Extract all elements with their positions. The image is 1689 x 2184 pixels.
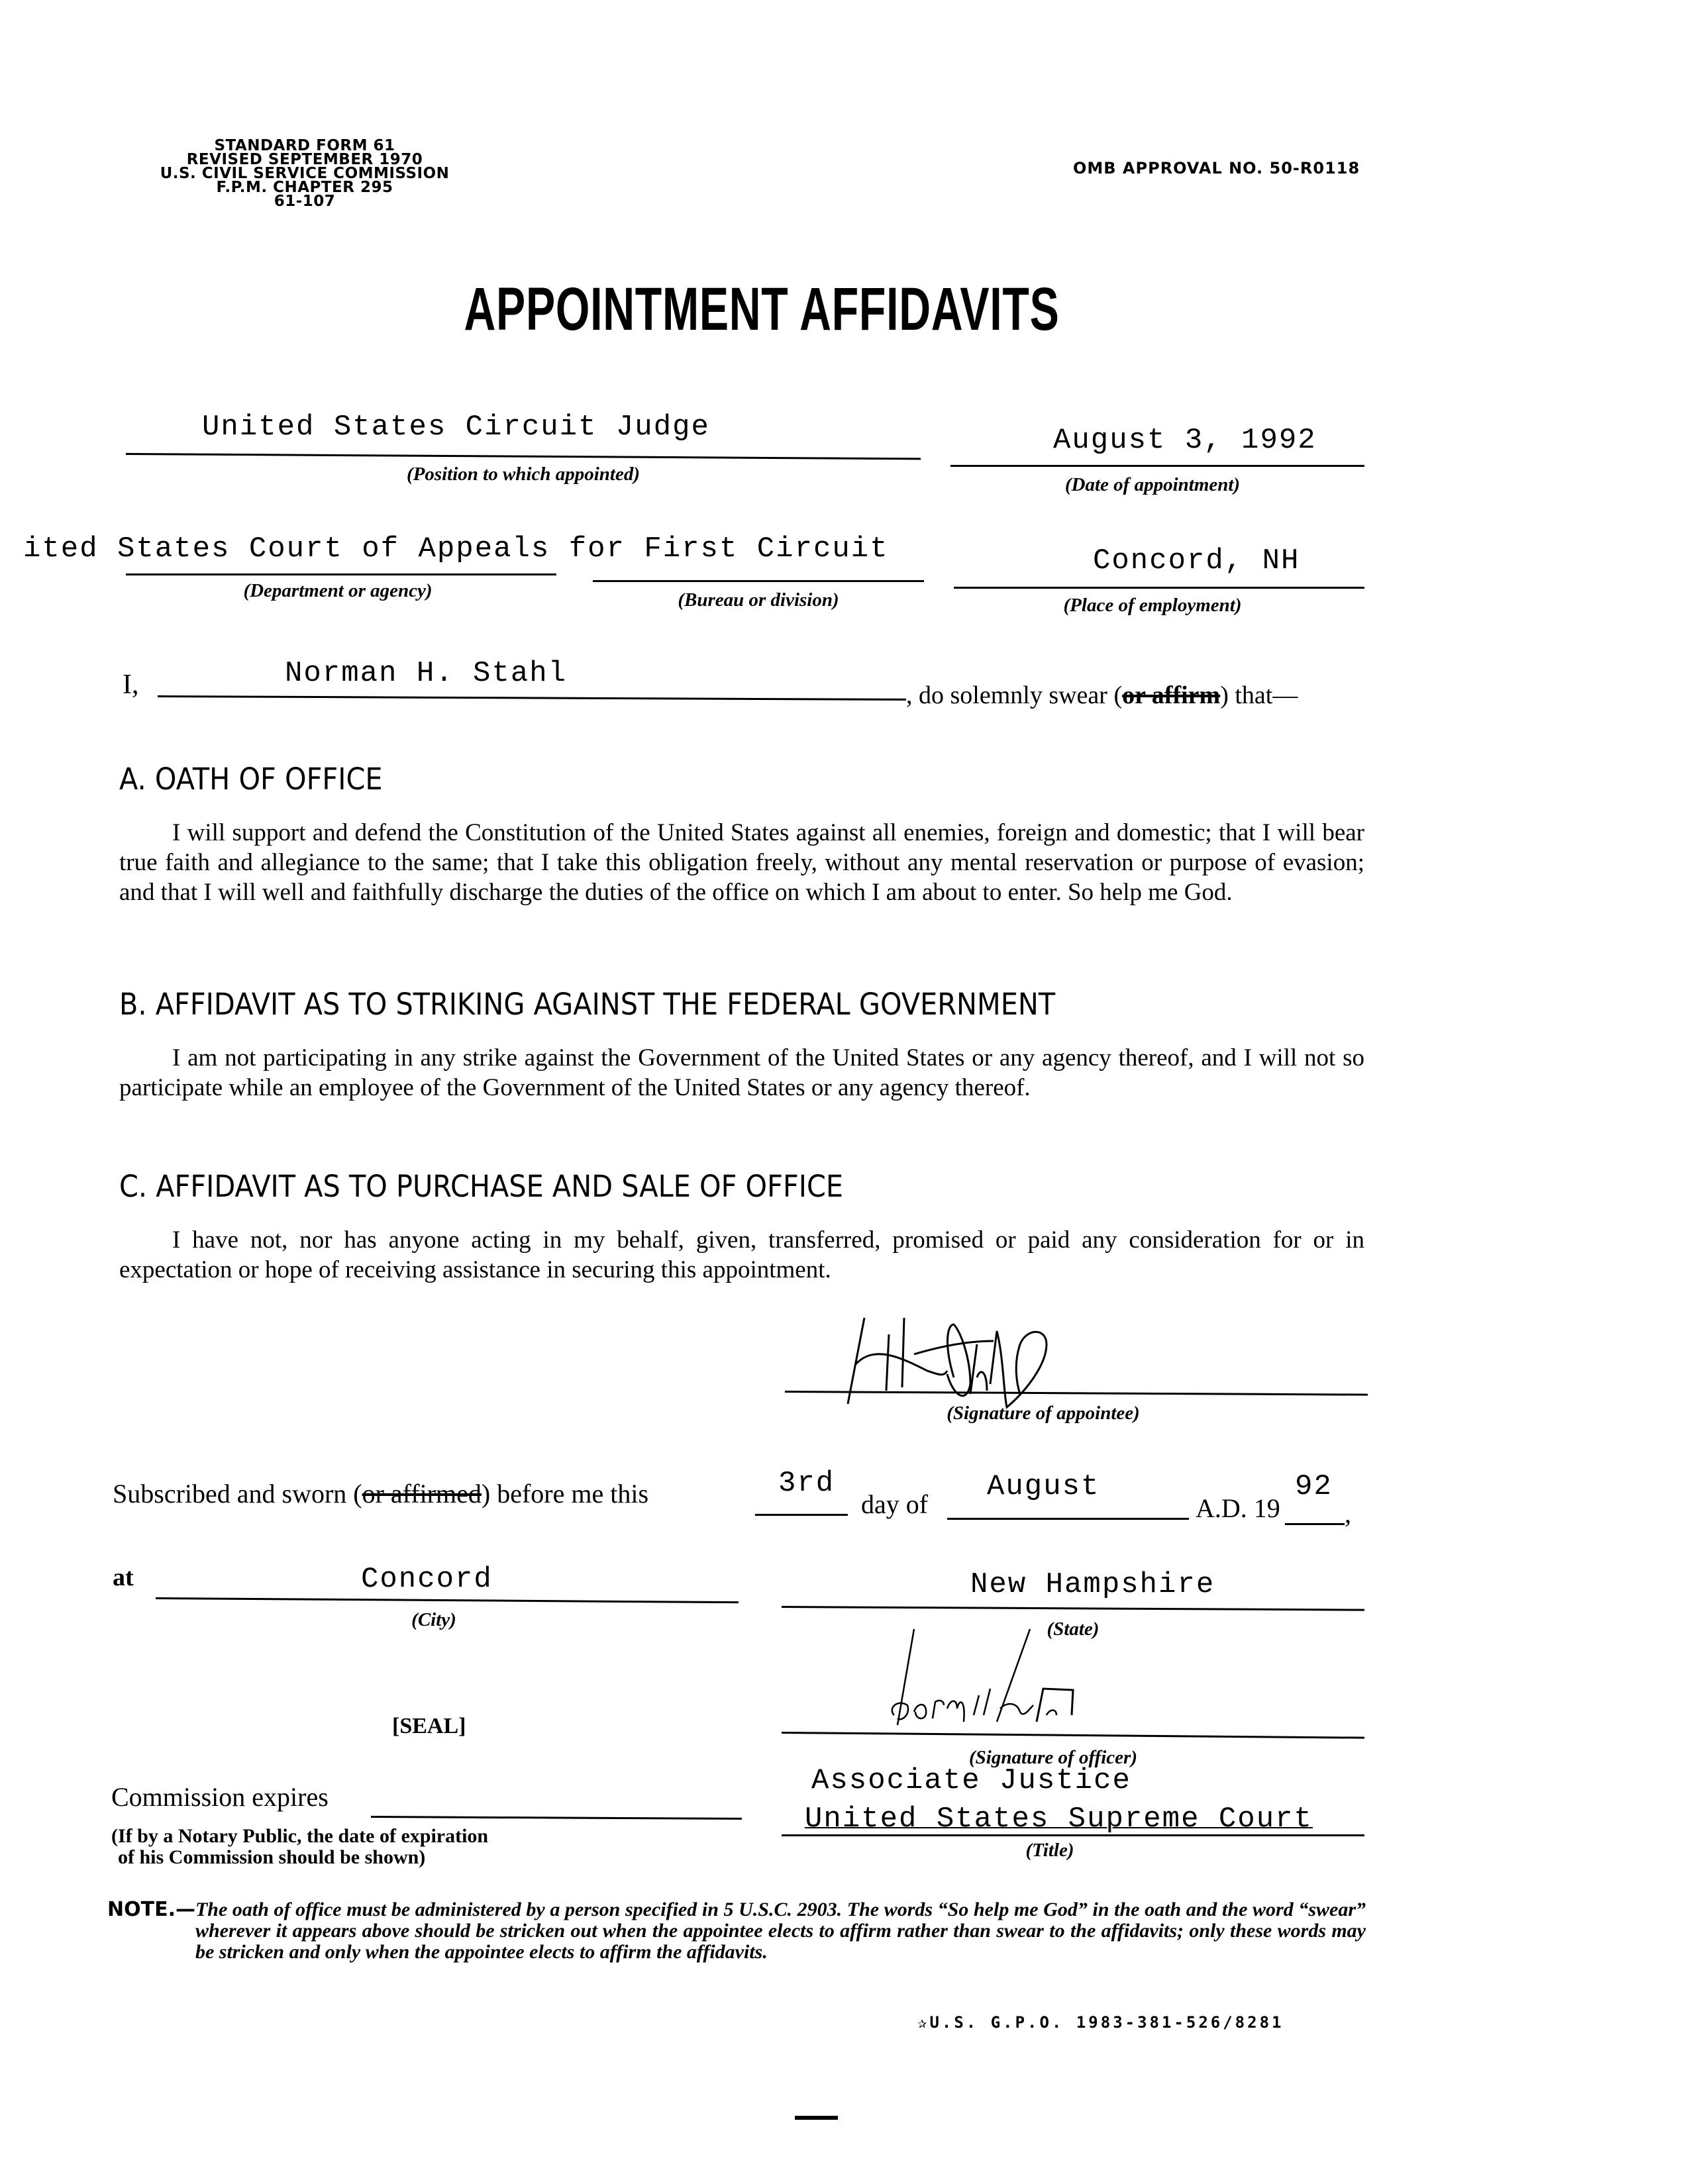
page-mark — [795, 2116, 838, 2120]
form-id-line: STANDARD FORM 61 — [214, 137, 395, 154]
jurat-ad: A.D. 19 — [1196, 1493, 1280, 1523]
position-underline — [126, 453, 921, 460]
bureau-underline — [593, 580, 924, 582]
commission-expires-label: Commission expires — [111, 1782, 329, 1812]
date-of-appointment-value[interactable]: August 3, 1992 — [1053, 424, 1317, 457]
page-title: APPOINTMENT AFFIDAVITS — [464, 275, 1060, 343]
omb-approval: OMB APPROVAL NO. 50-R0118 — [1073, 159, 1360, 177]
place-caption: (Place of employment) — [1063, 595, 1242, 616]
state-value[interactable]: New Hampshire — [970, 1568, 1215, 1601]
department-underline — [126, 573, 556, 575]
seal-placeholder: [SEAL] — [392, 1714, 466, 1738]
place-of-employment-value[interactable]: Concord, NH — [1093, 544, 1300, 577]
appointee-signature-caption: (Signature of appointee) — [947, 1403, 1140, 1424]
commission-note-line1: (If by a Notary Public, the date of expiration — [111, 1825, 489, 1847]
section-c-heading: C. AFFIDAVIT AS TO PURCHASE AND SALE OF OFFICE — [119, 1169, 844, 1204]
officer-title-underline — [782, 1834, 1364, 1836]
date-underline — [950, 465, 1364, 467]
officer-title-caption: (Title) — [1025, 1840, 1074, 1861]
jurat-prefix: Subscribed and sworn ( — [113, 1479, 362, 1509]
appointee-name-value[interactable]: Norman H. Stahl — [285, 657, 568, 690]
form-identifier-block — [119, 139, 490, 209]
city-value[interactable]: Concord — [361, 1563, 493, 1596]
bureau-caption: (Bureau or division) — [678, 589, 839, 611]
swear-text-pre: , do solemnly swear ( — [906, 681, 1123, 709]
commission-note-line2: of his Commission should be shown) — [118, 1846, 426, 1868]
position-caption: (Position to which appointed) — [406, 464, 640, 485]
officer-title-line2[interactable]: United States Supreme Court — [805, 1803, 1313, 1836]
officer-signature-caption: (Signature of officer) — [968, 1747, 1137, 1768]
section-b-text: I am not participating in any strike against the Government of the United States or any agency thereof, and I will not so participate while an employee of the Government of the United States or any agency thereof. — [119, 1044, 1364, 1101]
name-underline — [158, 695, 906, 701]
at-label: at — [113, 1564, 134, 1591]
jurat-day-of: day of — [861, 1489, 929, 1519]
form-id-line: 61-107 — [274, 193, 336, 210]
footnote — [107, 1899, 1366, 1963]
section-b-heading: B. AFFIDAVIT AS TO STRIKING AGAINST THE FEDERAL GOVERNMENT — [119, 987, 1056, 1022]
printer-imprint: ✰U.S. G.P.O. 1983-381-526/8281 — [917, 2013, 1284, 2032]
note-text: The oath of office must be administered by a person specified in 5 U.S.C. 2903. The words “So help me God” in the oath and the word “swear” wherever it appears above should be stricken out when the appointee elects to affirm rather than swear to the affidavits; only these words may be stricken and only when the appointee elects to affirm the affidavits. — [195, 1899, 1366, 1963]
note-label: NOTE.— — [107, 1898, 195, 1921]
jurat-year-underline — [1285, 1523, 1345, 1525]
jurat-month-underline — [947, 1518, 1189, 1520]
place-underline — [954, 587, 1364, 589]
department-value[interactable]: ited States Court of Appeals for First Circuit — [23, 532, 889, 566]
city-caption: (City) — [411, 1609, 456, 1630]
jurat-month-value[interactable]: August — [987, 1470, 1100, 1503]
appointee-signature — [828, 1305, 1199, 1411]
officer-title-line1[interactable]: Associate Justice — [811, 1764, 1131, 1797]
date-caption: (Date of appointment) — [1064, 474, 1241, 495]
jurat-comma: , — [1345, 1499, 1351, 1528]
jurat-year-value[interactable]: 92 — [1295, 1470, 1333, 1503]
struck-affirmed: or affirmed — [362, 1479, 482, 1509]
form-id-line: U.S. CIVIL SERVICE COMMISSION — [160, 165, 450, 182]
jurat-day-value[interactable]: 3rd — [778, 1467, 835, 1500]
commission-expires-underline[interactable] — [371, 1816, 742, 1820]
jurat-day-underline — [755, 1514, 848, 1516]
section-c-text: I have not, nor has anyone acting in my behalf, given, transferred, promised or paid any consideration for or in expectation or hope of receiving assistance in securing this appointment. — [119, 1226, 1364, 1283]
form-id-line: F.P.M. CHAPTER 295 — [216, 179, 393, 196]
department-caption: (Department or agency) — [243, 580, 433, 601]
swear-text-post: ) that— — [1220, 681, 1298, 709]
section-a-heading: A. OATH OF OFFICE — [119, 762, 383, 797]
swear-clause — [906, 681, 1298, 710]
jurat-line — [113, 1478, 648, 1509]
oath-prefix: I, — [123, 670, 139, 700]
section-a-text: I will support and defend the Constitution of the United States against all enemies, foreign and domestic; that I will bear true faith and allegiance to the same; that I take this obligation freely, without any mental reservation or purpose of evasion; and that I will well and faithfully discharge the duties of the office on which I am about to enter. So help me God. — [119, 819, 1364, 906]
struck-affirm: or affirm — [1122, 681, 1221, 709]
position-value[interactable]: United States Circuit Judge — [202, 411, 710, 444]
jurat-mid: ) before me this — [481, 1479, 649, 1509]
city-underline — [156, 1597, 739, 1603]
form-id-line: REVISED SEPTEMBER 1970 — [186, 151, 423, 168]
state-underline — [782, 1606, 1364, 1611]
officer-signature — [861, 1616, 1179, 1735]
state-caption: (State) — [1047, 1618, 1100, 1640]
